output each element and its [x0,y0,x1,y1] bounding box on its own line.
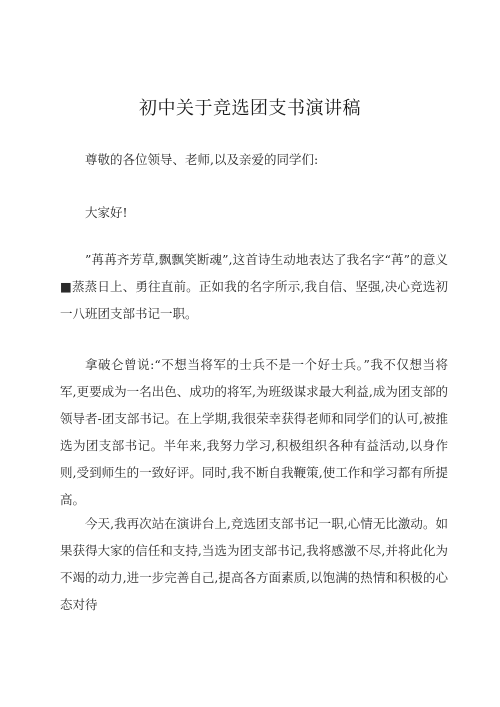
quote-paragraph: 拿破仑曾说:“不想当将军的士兵不是一个好士兵。”我不仅想当将军,更要成为一名出色、成功的将军,为班级谋求最大利益,成为团支部的领导者-团支部书记。在上学期,我很荣幸获得老师和同学们的认可,被推选为团支部书记。半年来,我努力学习,积极组织各种有益活动,以身作则,受到师生的一致好评。同时,我不断自我鞭策,使工作和学习都有所提高。 [60,357,448,507]
greeting-paragraph: 尊敬的各位领导、老师,以及亲爱的同学们: [85,152,319,167]
document-title: 初中关于竞选团支书演讲稿 [139,98,361,119]
intro-paragraph: ”苒苒齐芳草,飘飘笑断魂”,这首诗生动地表达了我名字“苒”的意义■蒸蒸日上、勇往直前。正如我的名字所示,我自信、坚强,决心竞选初一八班团支部书记一职。 [60,252,448,321]
hello-paragraph: 大家好! [85,205,128,220]
today-paragraph: 今天,我再次站在演讲台上,竞选团支部书记一职,心情无比激动。如果获得大家的信任和支持,当选为团支部书记,我将感激不尽,并将此化为不竭的动力,进一步完善自己,提高各方面素质,以饱满的热情和积极的心态对待 [60,516,448,612]
